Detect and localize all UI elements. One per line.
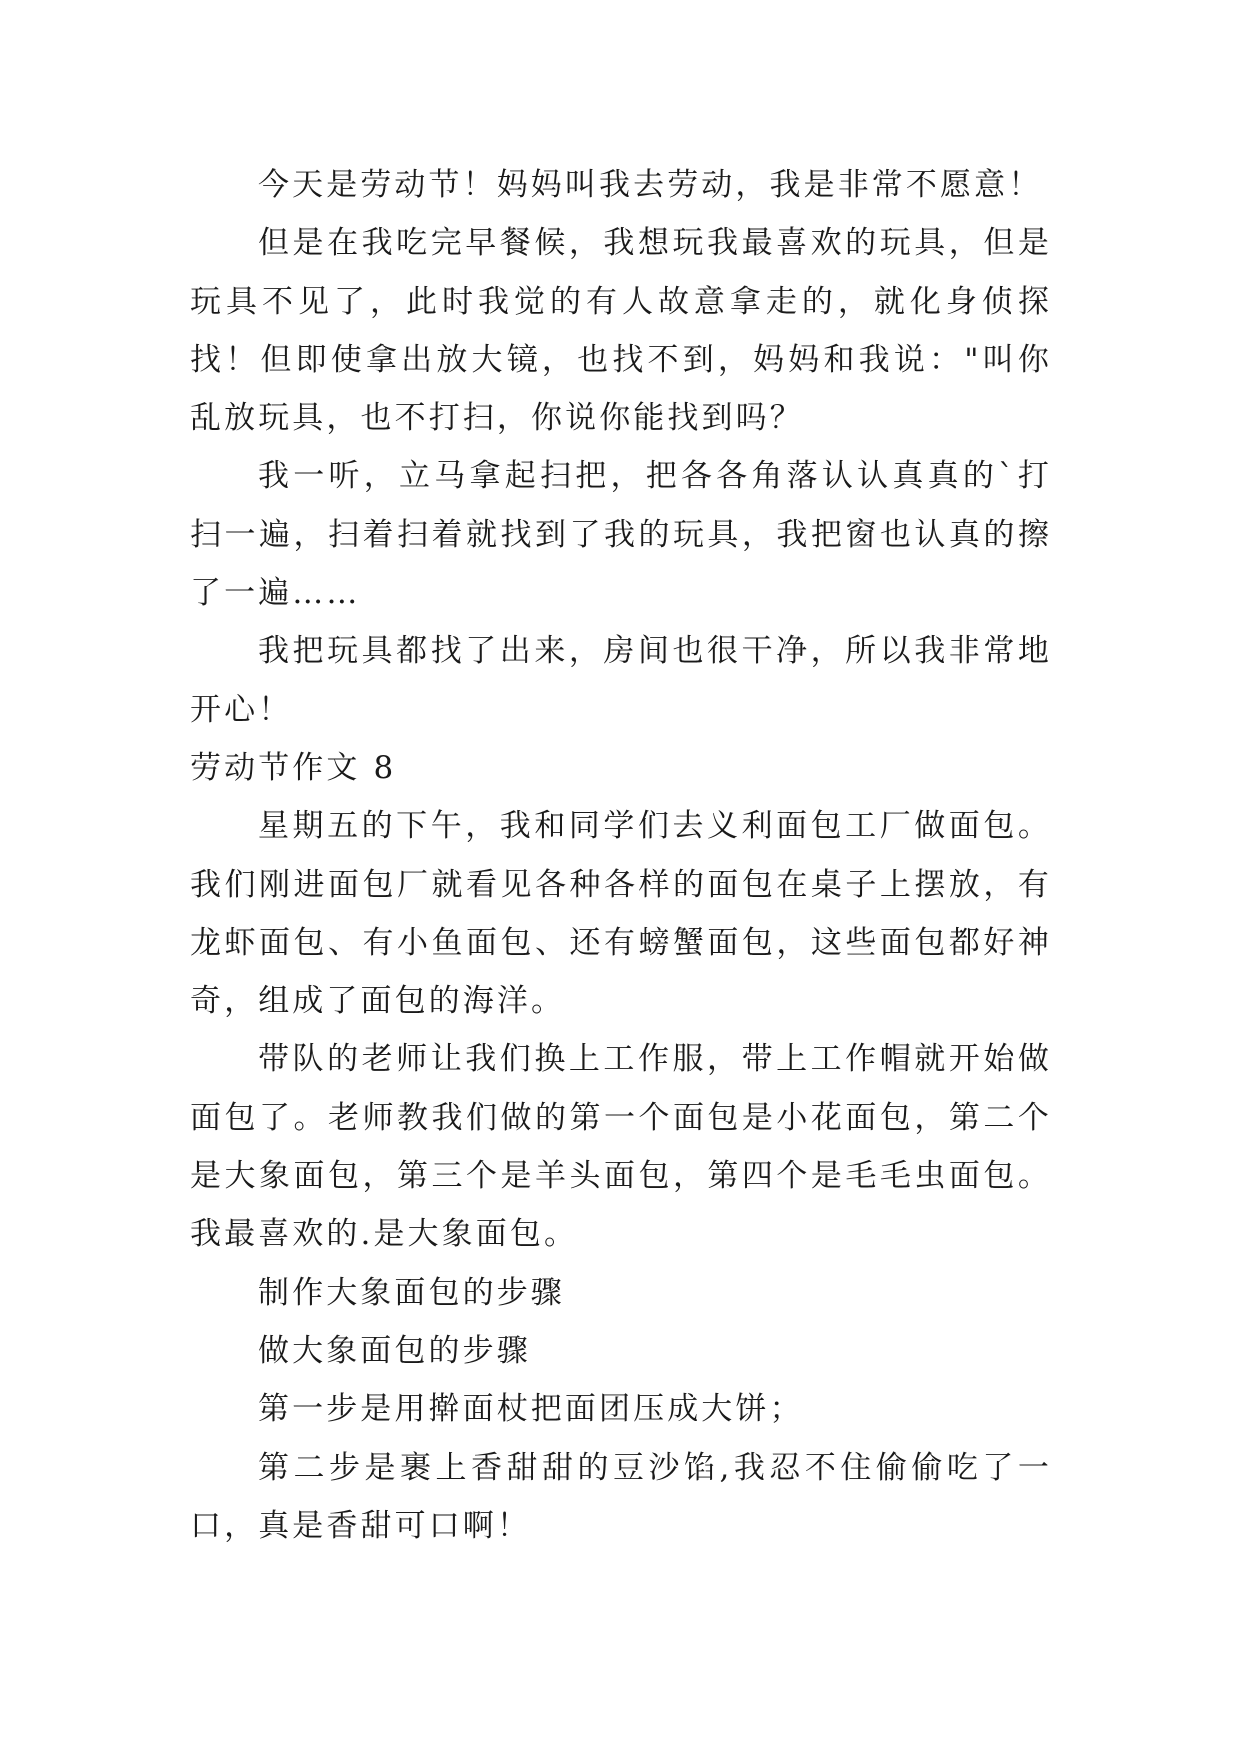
section-heading: 劳动节作文 8 [190, 749, 397, 786]
document-body [190, 156, 1052, 1555]
paragraph: 星期五的下午，我和同学们去义利面包工厂做面包。我们刚进面包厂就看见各种各样的面包在桌子上摆放，有龙虾面包、有小鱼面包、还有螃蟹面包，这些面包都好神奇，组成了面包的海洋。 [190, 808, 1052, 1020]
paragraph: 我把玩具都找了出来，房间也很干净，所以我非常地开心！ [190, 633, 1052, 728]
paragraph: 我一听，立马拿起扫把，把各各角落认认真真的`打扫一遍，扫着扫着就找到了我的玩具，我把窗也认真的擦了一遍…… [190, 458, 1052, 612]
paragraph: 但是在我吃完早餐候，我想玩我最喜欢的玩具，但是玩具不见了，此时我觉的有人故意拿走的，就化身侦探找！但即使拿出放大镜，也找不到，妈妈和我说："叫你乱放玩具，也不打扫，你说你能找到吗？ [190, 225, 1052, 437]
paragraph: 制作大象面包的步骤 [258, 1274, 565, 1311]
paragraph: 带队的老师让我们换上工作服，带上工作帽就开始做面包了。老师教我们做的第一个面包是小花面包，第二个是大象面包，第三个是羊头面包，第四个是毛毛虫面包。我最喜欢的.是大象面包。 [190, 1041, 1052, 1253]
paragraph: 第二步是裹上香甜甜的豆沙馅,我忍不住偷偷吃了一口，真是香甜可口啊！ [190, 1449, 1052, 1544]
paragraph: 做大象面包的步骤 [258, 1332, 531, 1369]
paragraph: 今天是劳动节！妈妈叫我去劳动，我是非常不愿意！ [258, 167, 1043, 203]
paragraph: 第一步是用擀面杖把面团压成大饼； [258, 1391, 804, 1428]
